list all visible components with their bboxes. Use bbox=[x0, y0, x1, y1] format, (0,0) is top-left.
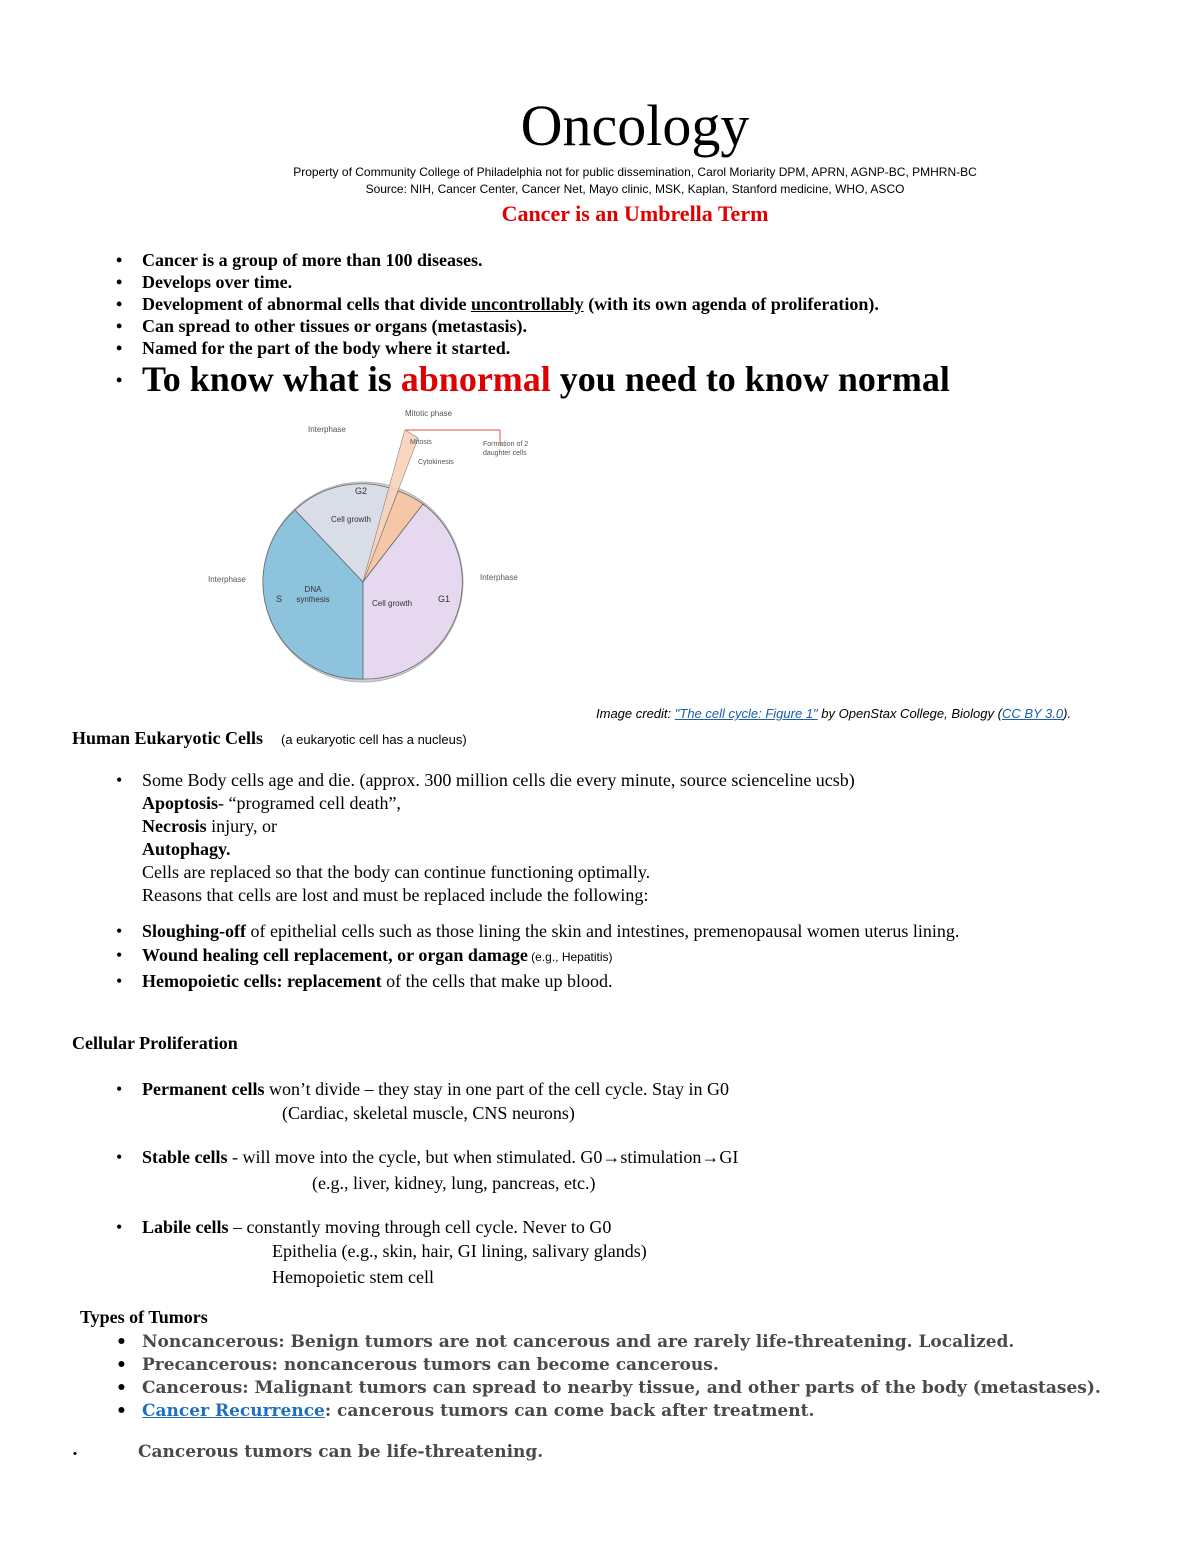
list-item: • Cancer is a group of more than 100 diseases. bbox=[116, 250, 483, 270]
label-interphase-top: Interphase bbox=[308, 425, 346, 434]
tumors-heading: Types of Tumors bbox=[80, 1307, 208, 1327]
footer-dot: . bbox=[72, 1440, 78, 1460]
label-daughter-cells: Formation of 2 daughter cells bbox=[483, 441, 529, 457]
list-item: • Named for the part of the body where it started. bbox=[116, 338, 511, 358]
eukaryotic-note: (a eukaryotic cell has a nucleus) bbox=[281, 732, 467, 747]
section-subtitle: Cancer is an Umbrella Term bbox=[501, 201, 769, 226]
label-dna-synthesis: DNA synthesis bbox=[296, 585, 330, 604]
cancer-recurrence-link[interactable]: Cancer Recurrence bbox=[142, 1401, 325, 1421]
labile-example-stem-cell: Hemopoietic stem cell bbox=[272, 1267, 434, 1287]
cell-death-list bbox=[116, 769, 855, 907]
label-g2: G2 bbox=[355, 486, 368, 496]
credit-link-figure[interactable]: "The cell cycle: Figure 1" bbox=[674, 706, 818, 721]
label-cytokinesis: Cytokinesis bbox=[418, 459, 454, 466]
list-item: • Precancerous: noncancerous tumors can become cancerous. bbox=[116, 1355, 719, 1375]
labile-example-epithelia: Epithelia (e.g., skin, hair, GI lining, salivary glands) bbox=[272, 1241, 647, 1261]
list-item: • Can spread to other tissues or organs (metastasis). bbox=[116, 316, 527, 336]
permanent-cells-item: • Permanent cells won’t divide – they stay in one part of the cell cycle. Stay in G0 bbox=[116, 1079, 730, 1099]
property-line: Property of Community College of Philadelphia not for public dissemination, Carol Moriarity DPM, APRN, AGNP-BC, PMHRN-BC bbox=[293, 165, 977, 179]
normal-vs-abnormal-bullet: • To know what is abnormal you need to know normal bbox=[116, 359, 950, 399]
intro-bullet-list bbox=[116, 249, 879, 359]
label-cell-growth-top: Cell growth bbox=[330, 515, 371, 524]
label-interphase-left: Interphase bbox=[208, 575, 246, 584]
eukaryotic-heading-row bbox=[72, 728, 467, 749]
eukaryotic-heading: Human Eukaryotic Cells bbox=[72, 728, 264, 748]
label-s: S bbox=[276, 594, 283, 604]
label-g1: G1 bbox=[438, 594, 451, 604]
page-title: Oncology bbox=[520, 93, 750, 158]
reasons-list bbox=[116, 919, 959, 993]
label-mitotic-phase: Mitotic phase bbox=[405, 409, 453, 418]
list-item: • Development of abnormal cells that divide uncontrollably (with its own agenda of proliferation). bbox=[116, 294, 879, 314]
stable-examples: (e.g., liver, kidney, lung, pancreas, etc.) bbox=[312, 1173, 596, 1193]
proliferation-heading: Cellular Proliferation bbox=[72, 1033, 238, 1053]
list-item: • Some Body cells age and die. (approx. 300 million cells die every minute, source scienceline ucsb) Apoptosis- “programed cell death”, Necrosis injury, or Autophagy. Cells are replaced so that the body can continue functioning optimally. Reasons that cells are lost and must be replaced include the following: bbox=[116, 770, 855, 905]
list-item: • Hemopoietic cells: replacement of the cells that make up blood. bbox=[116, 971, 613, 991]
label-cell-growth: Cell growth bbox=[372, 599, 413, 608]
labile-cells-item: • Labile cells – constantly moving through cell cycle. Never to G0 bbox=[116, 1217, 612, 1237]
list-item: • Wound healing cell replacement, or organ damage (e.g., Hepatitis) bbox=[116, 945, 613, 965]
list-item: • Sloughing-off of epithelial cells such as those lining the skin and intestines, premenopausal women uterus lining. bbox=[116, 921, 960, 941]
list-item: • Develops over time. bbox=[116, 272, 293, 292]
list-item: • Cancer Recurrence: cancerous tumors can come back after treatment. bbox=[116, 1401, 815, 1421]
image-credit: Image credit: "The cell cycle: Figure 1" by OpenStax College, Biology (CC BY 3.0). bbox=[596, 706, 1072, 721]
cell-cycle-diagram bbox=[200, 400, 550, 710]
stable-cells-item: • Stable cells - will move into the cycle, but when stimulated. G0→stimulation→GI bbox=[116, 1147, 739, 1167]
tumor-types-list bbox=[116, 1331, 1101, 1423]
label-mitosis: Mitosis bbox=[410, 439, 432, 446]
list-item: • Cancerous: Malignant tumors can spread to nearby tissue, and other parts of the body (metastases). bbox=[116, 1378, 1101, 1398]
label-interphase-right: Interphase bbox=[480, 573, 518, 582]
permanent-examples: (Cardiac, skeletal muscle, CNS neurons) bbox=[282, 1103, 575, 1123]
footer-note: Cancerous tumors can be life-threatening. bbox=[138, 1442, 544, 1462]
credit-link-license[interactable]: CC BY 3.0 bbox=[1001, 706, 1064, 721]
list-item: • Noncancerous: Benign tumors are not cancerous and are rarely life-threatening. Localized. bbox=[116, 1332, 1015, 1352]
source-line: Source: NIH, Cancer Center, Cancer Net, Mayo clinic, MSK, Kaplan, Stanford medicine, WHO, ASCO bbox=[365, 182, 905, 196]
